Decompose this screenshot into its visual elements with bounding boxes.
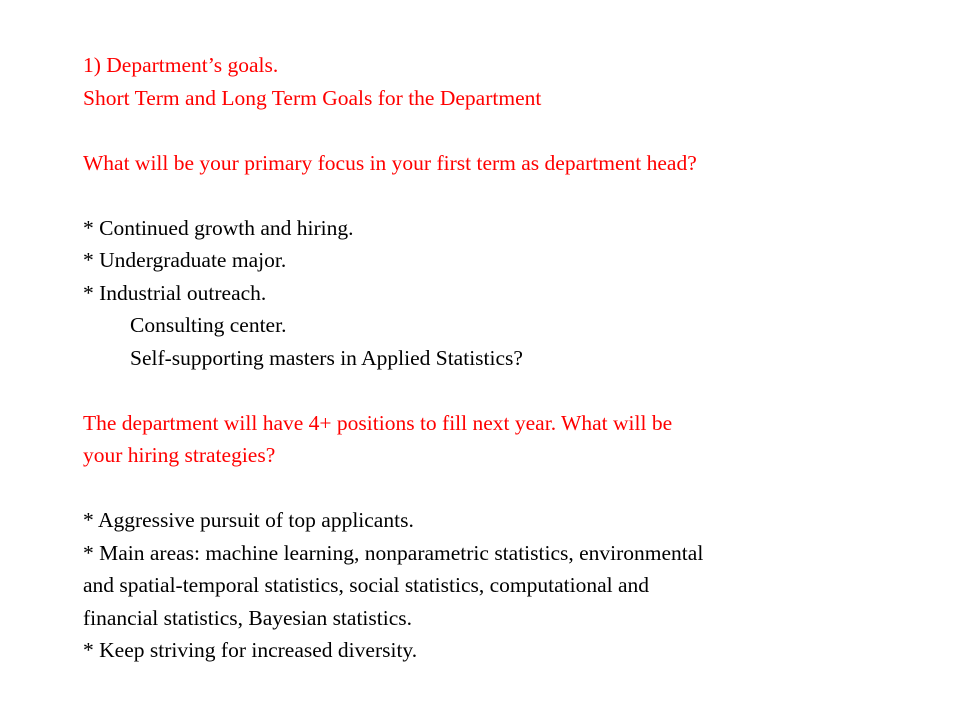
spacer [83, 179, 943, 212]
answer-item-diversity: * Keep striving for increased diversity. [83, 638, 418, 662]
answer-subitem-consulting: Consulting center. [130, 313, 287, 337]
question-hiring-line-2: your hiring strategies? [83, 443, 276, 467]
answer-item-outreach: * Industrial outreach. [83, 280, 267, 305]
section-title: 1) Department’s goals. [83, 53, 279, 77]
answer-item-growth: * Continued growth and hiring. [83, 215, 354, 240]
spacer [83, 472, 943, 505]
question-hiring-line-1: The department will have 4+ positions to fill next year. What will be [83, 410, 673, 435]
answer-item-undergrad: * Undergraduate major. [83, 248, 287, 272]
question-primary-focus: What will be your primary focus in your first term as department head? [83, 150, 697, 175]
slide-content [83, 49, 943, 667]
answer-item-areas-cont-1: and spatial-temporal statistics, social statistics, computational and [83, 573, 650, 597]
spacer [83, 114, 943, 147]
section-subtitle: Short Term and Long Term Goals for the Department [83, 85, 542, 110]
answer-item-areas-cont-2: financial statistics, Bayesian statistics. [83, 605, 412, 630]
answer-item-areas: * Main areas: machine learning, nonparametric statistics, environmental [83, 540, 704, 565]
answer-item-pursuit: * Aggressive pursuit of top applicants. [83, 508, 414, 532]
spacer [83, 374, 943, 407]
answer-subitem-masters: Self-supporting masters in Applied Statistics? [130, 345, 523, 370]
